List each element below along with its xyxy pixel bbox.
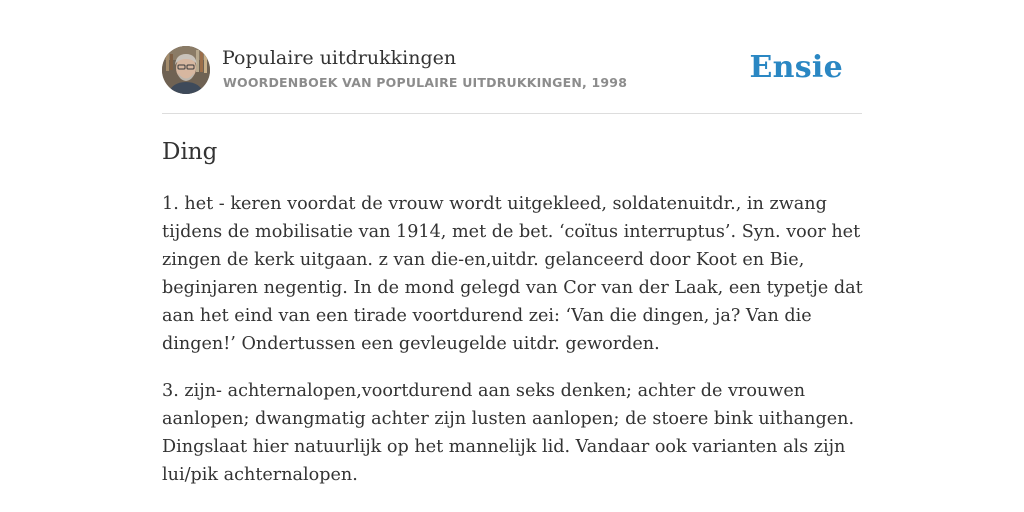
entry-definition [162, 190, 864, 508]
author-avatar[interactable] [162, 46, 210, 94]
entry-term: Ding [162, 139, 218, 165]
source-header [162, 46, 862, 96]
header-divider [162, 113, 862, 114]
ensie-logo[interactable]: Ensie [749, 50, 843, 85]
definition-paragraph-2: 3. zijn- achternalopen,voortdurend aan seks denken; achter de vrouwen aanlopen; dwangmatig achter zijn lusten aanlopen; de stoere bink uithangen. Dingslaat hier natuurlijk op het mannelijk lid. Vandaar ook varianten als zijn lui/pik achternalopen. [162, 381, 855, 485]
definition-paragraph-1: 1. het - keren voordat de vrouw wordt uitgekleed, soldatenuitdr., in zwang tijdens de mobilisatie van 1914, met de bet. ‘coïtus interruptus’. Syn. voor het zingen de kerk uitgaan. z van die-en,uitdr. gelanceerd door Koot en Bie, beginjaren negentig. In de mond gelegd van Cor van der Laak, een typetje dat aan het eind van een tirade voortdurend zei: ‘Van die dingen, ja? Van die dingen!’ Ondertussen een gevleugelde uitdr. geworden. [162, 194, 863, 354]
author-portrait-icon [162, 46, 210, 94]
source-title[interactable]: Populaire uitdrukkingen [222, 47, 457, 69]
source-subtitle: WOORDENBOEK VAN POPULAIRE UITDRUKKINGEN, 1998 [223, 75, 628, 90]
